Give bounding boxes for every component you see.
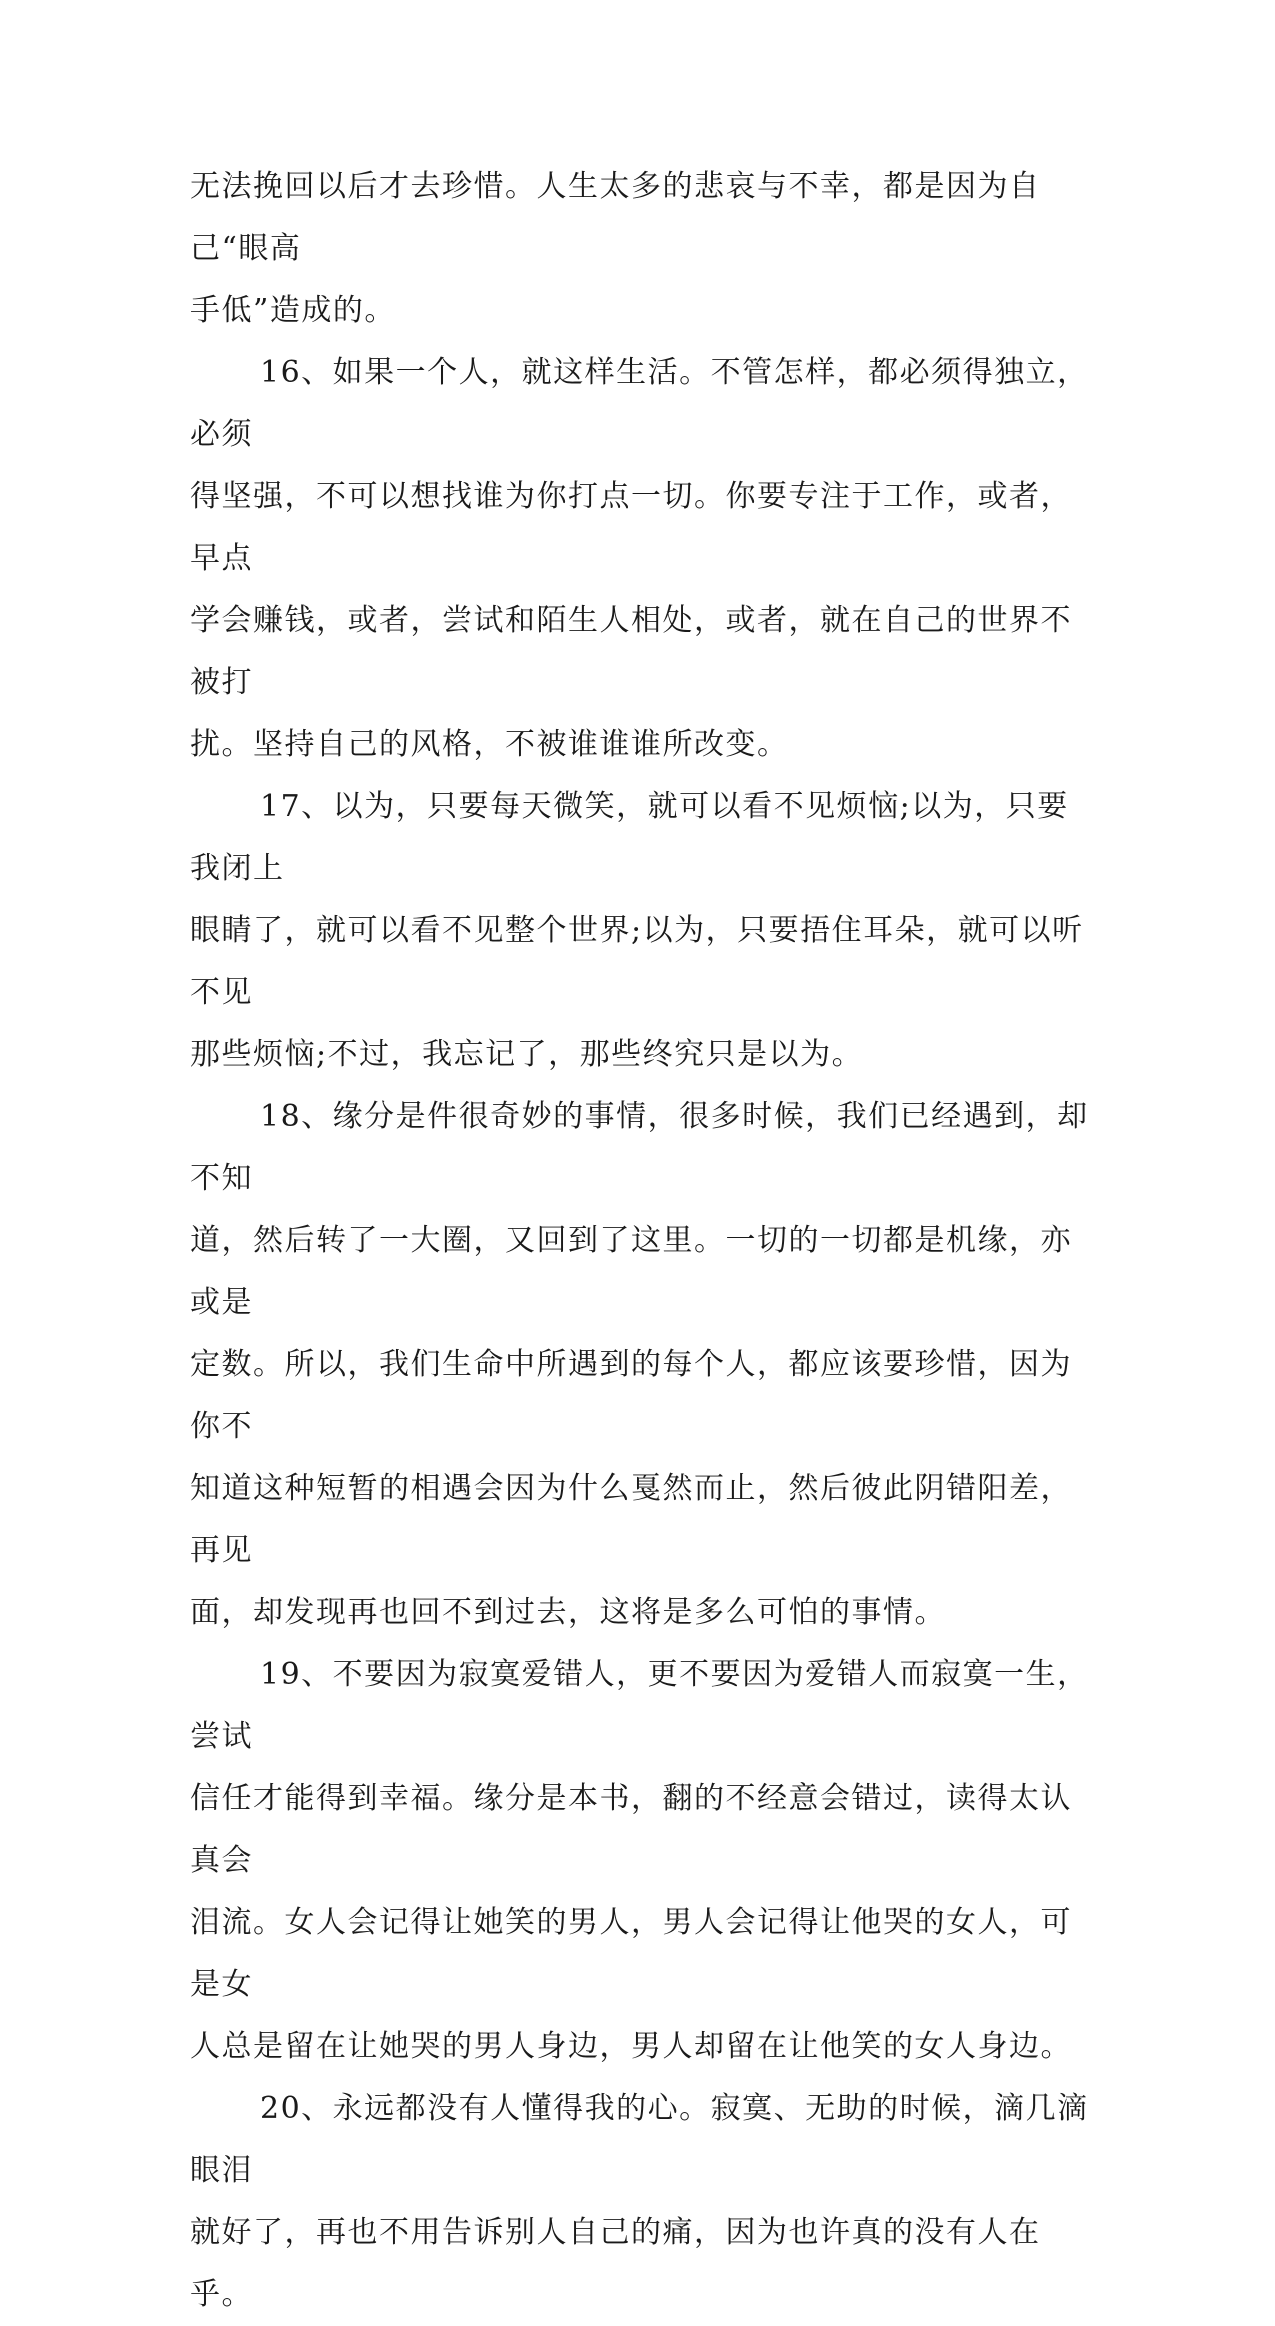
text-line: 道，然后转了一大圈，又回到了这里。一切的一切都是机缘，亦或是 — [190, 1223, 1072, 1320]
text-line: 20、永远都没有人懂得我的心。寂寞、无助的时候，滴几滴眼泪 — [190, 2091, 1089, 2188]
text-line: 泪流。女人会记得让她笑的男人，男人会记得让他哭的女人，可是女 — [190, 1905, 1072, 2002]
paragraph-16 — [190, 342, 1090, 776]
paragraph-18 — [190, 1086, 1090, 1644]
text-line: 17、以为，只要每天微笑，就可以看不见烦恼;以为，只要我闭上 — [190, 789, 1069, 886]
text-line: 定数。所以，我们生命中所遇到的每个人，都应该要珍惜，因为你不 — [190, 1347, 1072, 1444]
text-line: 眼睛了，就可以看不见整个世界;以为，只要捂住耳朵，就可以听不见 — [190, 913, 1084, 1010]
text-line: 18、缘分是件很奇妙的事情，很多时候，我们已经遇到，却不知 — [190, 1099, 1089, 1196]
text-line: 19、不要因为寂寞爱错人，更不要因为爱错人而寂寞一生，尝试 — [190, 1657, 1089, 1754]
text-line: 扰。坚持自己的风格，不被谁谁谁所改变。 — [190, 727, 789, 762]
text-line: 无法挽回以后才去珍惜。人生太多的悲哀与不幸，都是因为自己“眼高 — [190, 169, 1041, 266]
paragraph-15-continuation — [190, 156, 1090, 342]
paragraph-20 — [190, 2078, 1090, 2326]
text-line: 16、如果一个人，就这样生活。不管怎样，都必须得独立，必须 — [190, 355, 1089, 452]
paragraph-17 — [190, 776, 1090, 1086]
text-line: 得坚强，不可以想找谁为你打点一切。你要专注于工作，或者，早点 — [190, 479, 1072, 576]
text-line: 那些烦恼;不过，我忘记了，那些终究只是以为。 — [190, 1037, 864, 1072]
paragraph-19 — [190, 1644, 1090, 2078]
text-line: 面，却发现再也回不到过去，这将是多么可怕的事情。 — [190, 1595, 946, 1630]
text-line: 手低”造成的。 — [190, 293, 396, 328]
text-line: 信任才能得到幸福。缘分是本书，翻的不经意会错过，读得太认真会 — [190, 1781, 1072, 1878]
text-line: 人总是留在让她哭的男人身边，男人却留在让他笑的女人身边。 — [190, 2029, 1072, 2064]
document-body — [190, 156, 1090, 2326]
text-line: 学会赚钱，或者，尝试和陌生人相处，或者，就在自己的世界不被打 — [190, 603, 1072, 700]
text-line: 知道这种短暂的相遇会因为什么戛然而止，然后彼此阴错阳差，再见 — [190, 1471, 1072, 1568]
text-line: 就好了，再也不用告诉别人自己的痛，因为也许真的没有人在乎。 — [190, 2215, 1041, 2312]
